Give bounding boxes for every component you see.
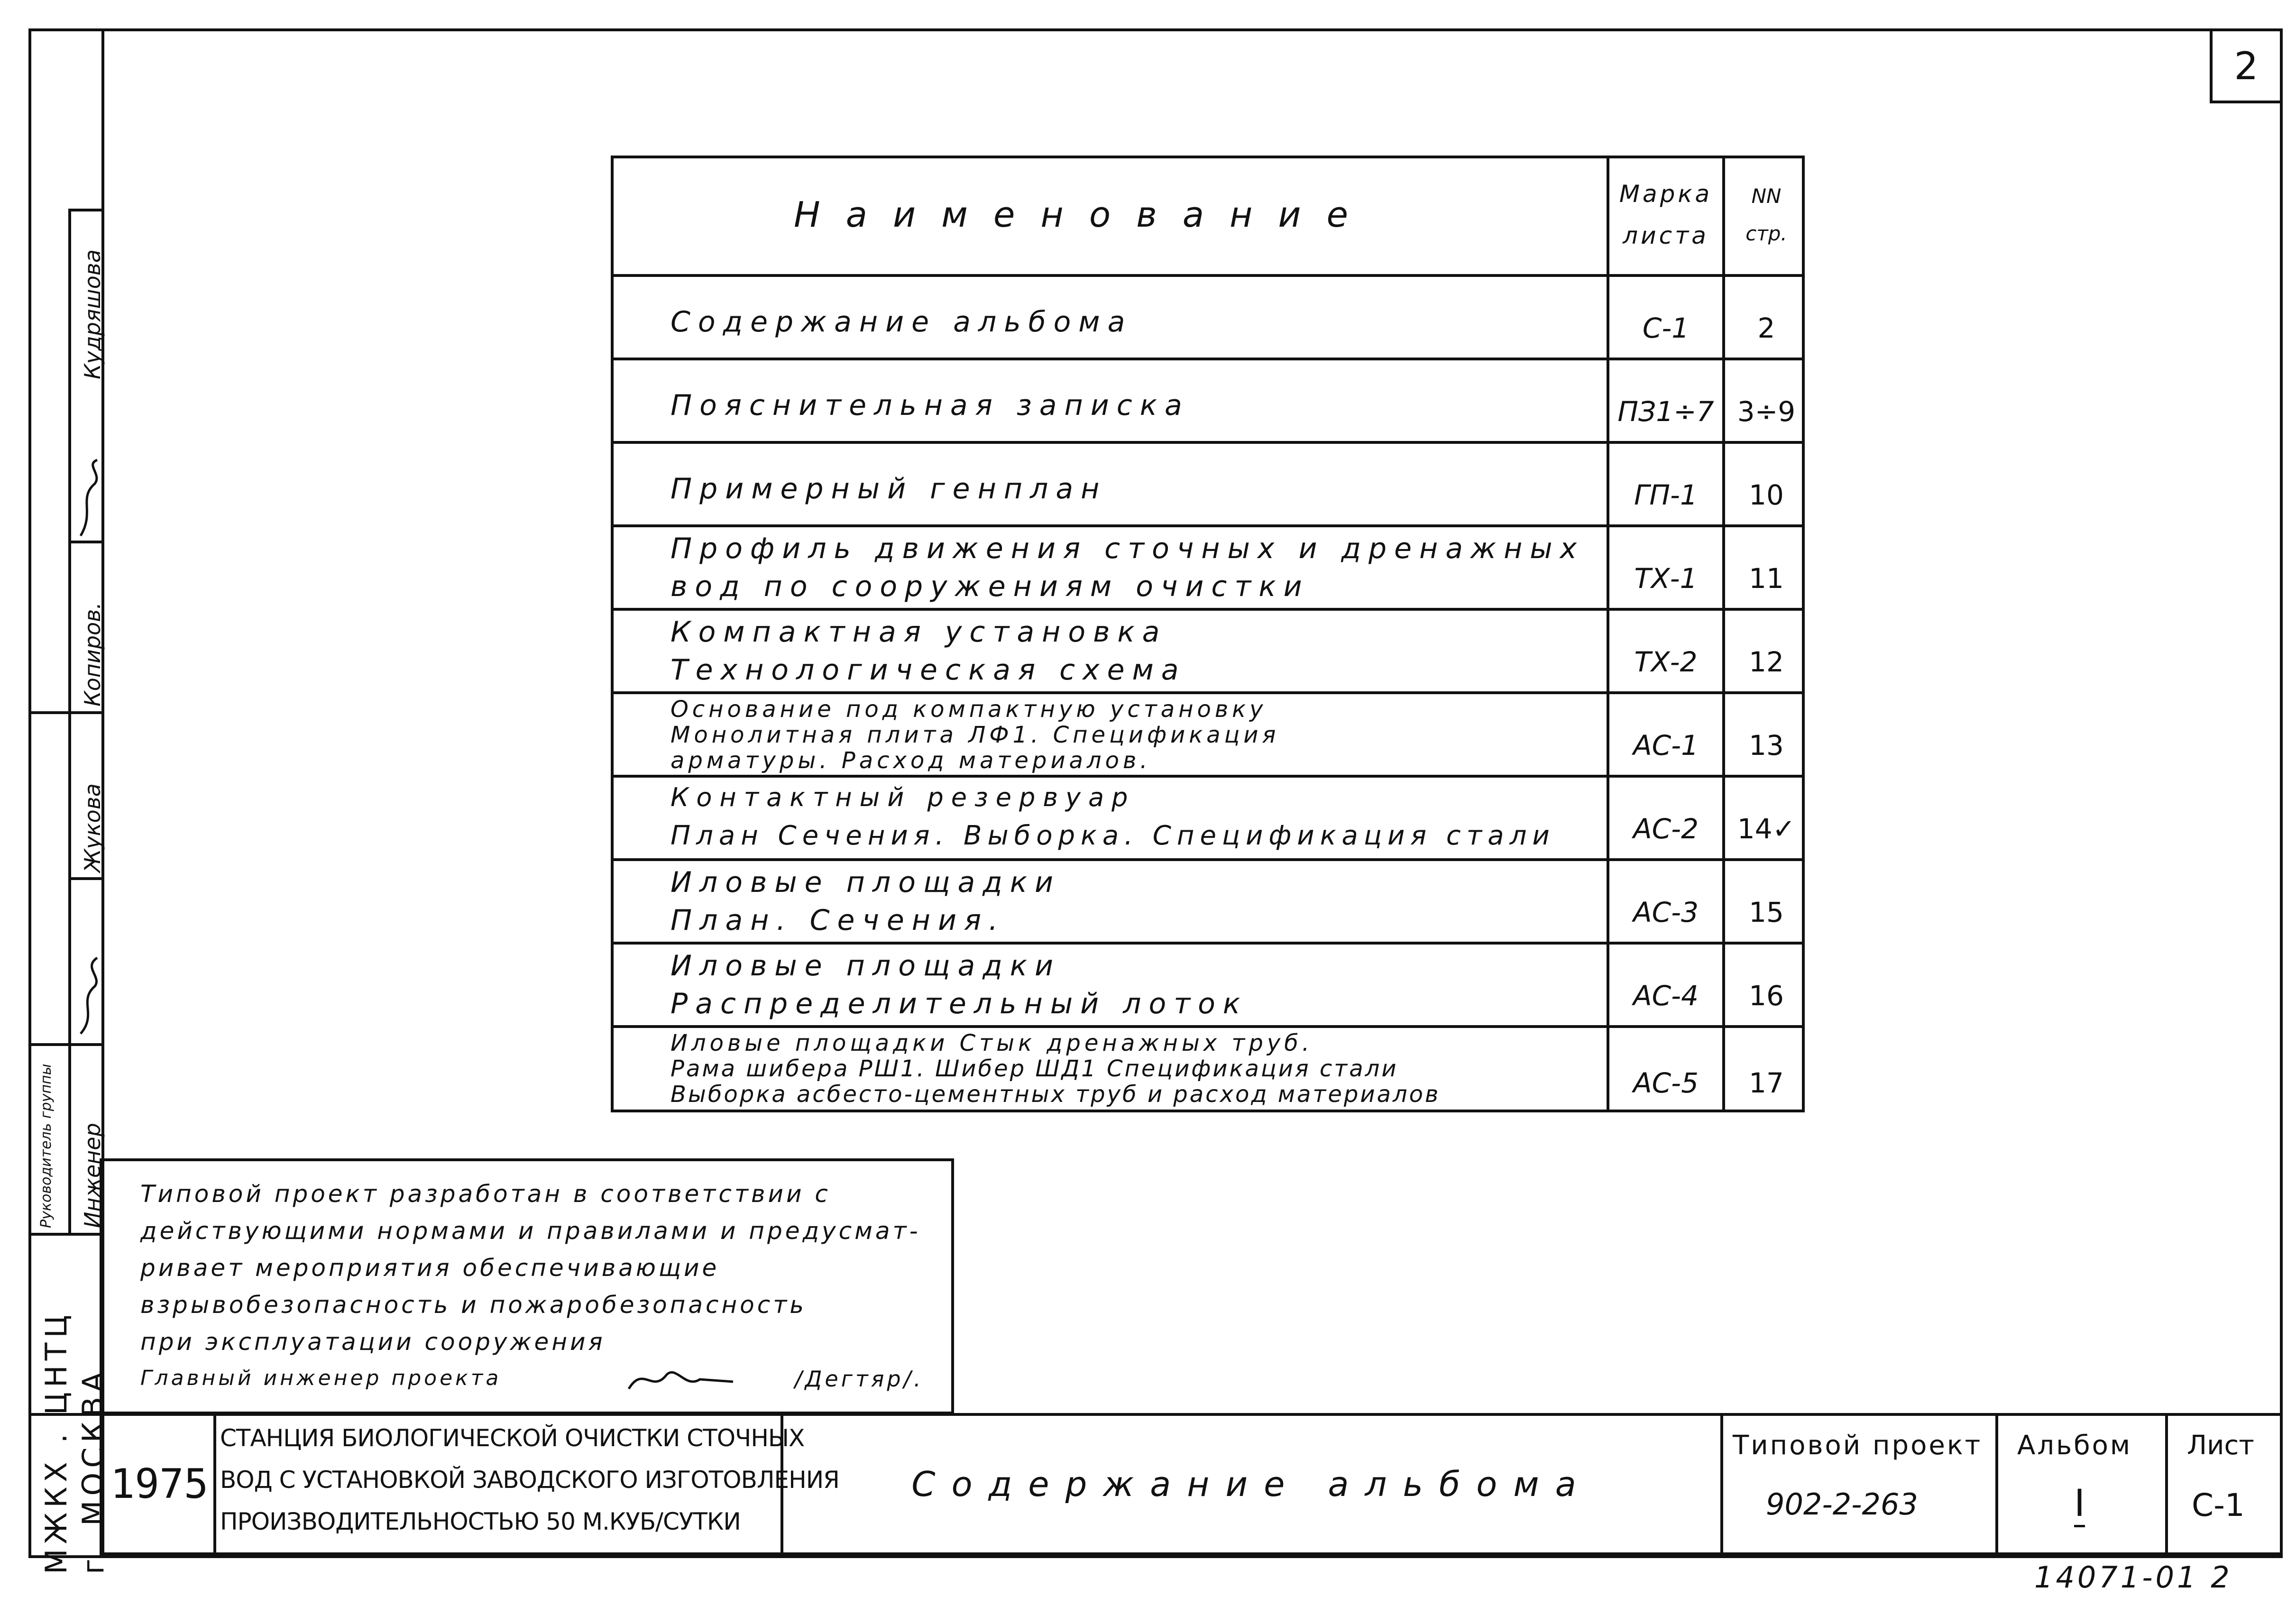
row-page: 11	[1749, 562, 1784, 595]
row-page: 2	[1757, 312, 1775, 344]
row-mark: АС-3	[1633, 896, 1699, 928]
row-title: Примерный генплан	[670, 472, 1107, 505]
title-block	[100, 1413, 2283, 1555]
row-mark: С-1	[1642, 312, 1690, 344]
project-description-line1: СТАНЦИЯ БИОЛОГИЧЕСКОЙ ОЧИСТКИ СТОЧНЫХ	[220, 1424, 805, 1452]
note-line: Типовой проект разработан в соответствии с	[140, 1180, 831, 1208]
header-mark-line2: листа	[1623, 222, 1709, 249]
album-label: Альбом	[2017, 1430, 2132, 1461]
row-mark: ГП-1	[1634, 479, 1698, 511]
table-row	[614, 358, 1802, 441]
sheet-title: Содержание альбома	[911, 1464, 1592, 1504]
strip-role-1: Инженер	[80, 1123, 105, 1228]
row-page: 14✓	[1737, 813, 1796, 845]
project-number: 902-2-263	[1766, 1487, 1918, 1522]
page-number: 2	[2234, 44, 2259, 88]
row-title-line2: Монолитная плита ЛФ1. Спецификация	[670, 722, 1280, 748]
row-title-line2: Технологическая схема	[670, 653, 1186, 687]
row-mark: ПЗ1÷7	[1617, 395, 1714, 428]
row-title: Компактная установка	[670, 615, 1167, 649]
row-title-line3: Выборка асбесто-цементных труб и расход материалов	[670, 1081, 1441, 1108]
notes-block	[100, 1158, 954, 1414]
row-title-line2: Рама шибера РШ1. Шибер ШД1 Спецификация стали	[670, 1055, 1398, 1082]
row-title: Иловые площадки	[670, 949, 1061, 982]
row-page: 16	[1749, 980, 1784, 1012]
strip-city: г. МОСКВА	[76, 1367, 110, 1574]
row-title-line2: вод по сооружениям очистки	[670, 570, 1310, 603]
page-number-box	[2210, 28, 2283, 103]
row-title-line2: Распределительный лоток	[670, 987, 1248, 1020]
row-title: Профиль движения сточных и дренажных	[670, 532, 1585, 565]
row-mark: АС-1	[1633, 729, 1699, 762]
row-mark: ТХ-2	[1634, 646, 1698, 678]
strip-name-3: Жукова	[80, 783, 105, 872]
header-pages-line2: стр.	[1745, 222, 1787, 245]
row-title: Содержание альбома	[670, 305, 1133, 339]
row-title: Основание под компактную установку	[670, 696, 1267, 723]
table-header	[614, 156, 1802, 274]
row-mark: АС-5	[1633, 1067, 1699, 1099]
year: 1975	[110, 1460, 209, 1508]
table-row	[614, 858, 1802, 942]
strip-org: МЖКХ . ЦНТЦ	[39, 1310, 73, 1574]
album-number: I	[2074, 1482, 2085, 1527]
table-row	[614, 942, 1802, 1025]
row-title: Иловые площадки Стык дренажных труб.	[670, 1030, 1313, 1056]
header-pages-line1: NN	[1751, 184, 1782, 208]
row-title: Иловые площадки	[670, 866, 1061, 899]
table-row	[614, 1025, 1802, 1112]
row-page: 12	[1749, 646, 1784, 678]
project-description-line2: ВОД С УСТАНОВКОЙ ЗАВОДСКОГО ИЗГОТОВЛЕНИЯ	[220, 1466, 839, 1494]
row-page: 17	[1749, 1067, 1784, 1099]
row-title-line3: арматуры. Расход материалов.	[670, 747, 1151, 774]
row-page: 15	[1749, 896, 1784, 928]
note-line: действующими нормами и правилами и предусмат-	[140, 1217, 921, 1245]
row-mark: АС-2	[1633, 813, 1699, 845]
strip-name-2: Копиров.	[80, 602, 105, 706]
row-mark: ТХ-1	[1634, 562, 1698, 595]
row-page: 10	[1749, 479, 1784, 511]
row-title: Пояснительная записка	[670, 389, 1190, 422]
row-title-line2: План Сечения. Выборка. Спецификация стали	[670, 820, 1555, 851]
table-row	[614, 608, 1802, 691]
row-page: 3÷9	[1737, 395, 1796, 428]
signature-mark	[76, 953, 104, 1038]
table-row	[614, 691, 1802, 775]
strip-role-2: Руководитель группы	[38, 1064, 55, 1228]
row-page: 13	[1749, 729, 1784, 762]
note-line: при эксплуатации сооружения	[140, 1328, 606, 1356]
binding-strip	[28, 28, 110, 1574]
archive-number: 14071-01 2	[2034, 1560, 2232, 1595]
project-description-line3: ПРОИЗВОДИТЕЛЬНОСТЬЮ 50 М.КУБ/СУТКИ	[220, 1508, 741, 1535]
row-title: Контактный резервуар	[670, 782, 1136, 812]
strip-name-1: Кудряшова	[80, 249, 105, 379]
row-mark: АС-4	[1633, 980, 1699, 1012]
note-line: ривает мероприятия обеспечивающие	[140, 1254, 720, 1282]
table-row	[614, 524, 1802, 608]
row-title-line2: План. Сечения.	[670, 904, 1006, 937]
header-name: Наименование	[794, 194, 1374, 235]
table-row	[614, 441, 1802, 524]
signature-mark	[624, 1360, 738, 1398]
table-row	[614, 274, 1802, 358]
contents-table	[611, 156, 1805, 1112]
sheet-number: С-1	[2192, 1487, 2245, 1523]
signature-mark	[76, 455, 104, 541]
header-mark-line1: Марка	[1619, 180, 1713, 208]
signature-role: Главный инженер проекта	[140, 1366, 502, 1390]
sheet-label: Лист	[2187, 1430, 2254, 1461]
signature-name: /Дегтяр/.	[795, 1366, 924, 1392]
project-label: Типовой проект	[1733, 1430, 1983, 1461]
note-line: взрывобезопасность и пожаробезопасность	[140, 1291, 807, 1319]
table-row	[614, 775, 1802, 858]
